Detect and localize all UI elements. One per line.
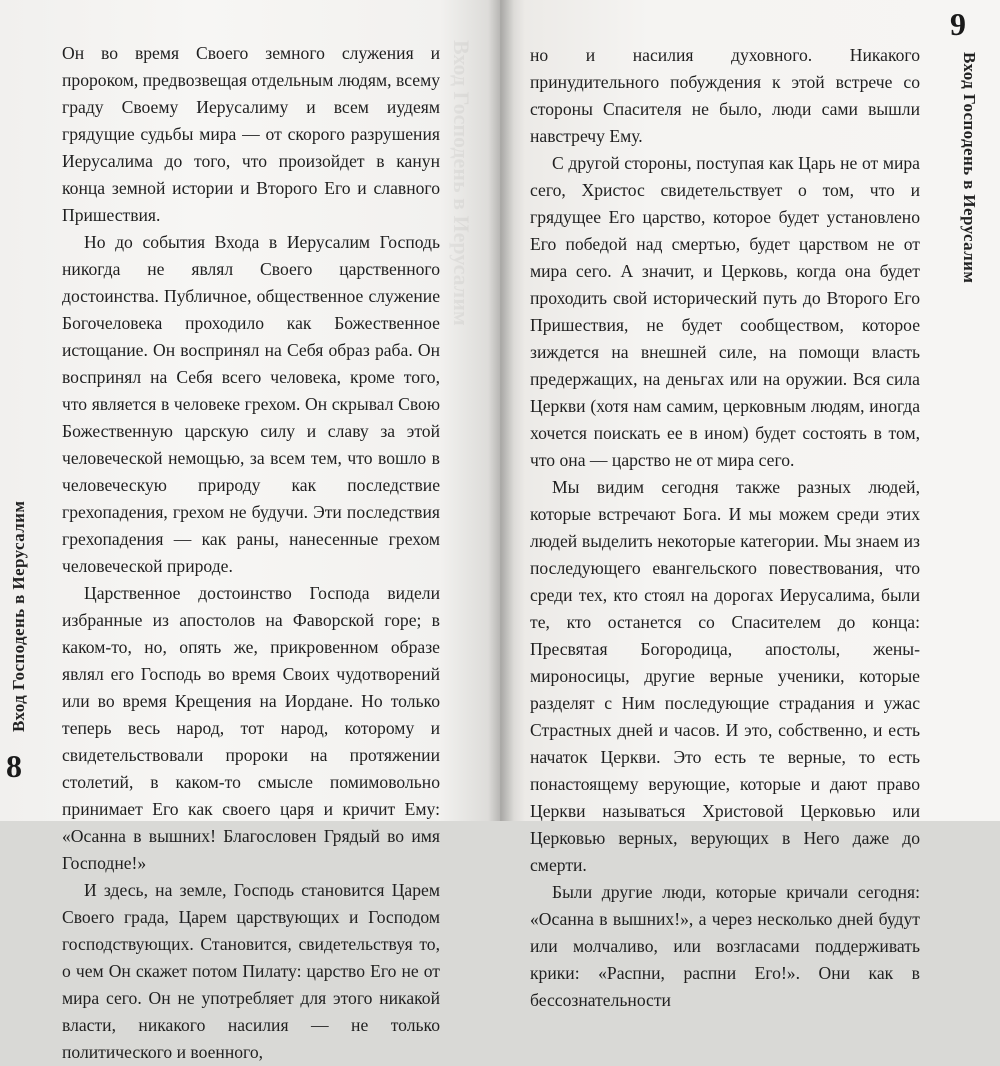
book-gutter	[488, 0, 514, 821]
paragraph: И здесь, на земле, Господь становится Царем Своего града, Царем царствующих и Господом господствующих. Становится, свидетельствуя то, о чем Он скажет потом Пилату: царство Его не от мира сего. Он не употребляет для этого никакой власти, никакого насилия — не только политического и военного,	[62, 880, 440, 1062]
running-head-left: Вход Господень в Иерусалим	[9, 500, 28, 732]
paragraph: Мы видим сегодня также разных людей, которые встречают Бога. И мы можем среди этих людей выделить некоторые категории. Мы знаем из последующего евангельского повествования, что среди тех, кто стоял на дорогах Иерусалима, были те, кто останется со Спасителем до конца: Пресвятая Богородица, апостолы, жены-мироносицы, другие верные ученики, которые разделят с Ним последующие страдания и ужас Страстных дней и часов. И это, собственно, и есть начаток Церкви. Это есть те верные, то есть понастоящему верующие, которые и дают право Церкви называться Христовой Церковью или Церковью верных, верующих в Него даже до смерти.	[530, 477, 920, 875]
page-number-left: 8	[6, 748, 22, 784]
running-head-right: Вход Господень в Иерусалим	[960, 52, 979, 284]
right-page	[500, 0, 1000, 1010]
bleed-through-text: Вход Господень в Иерусалим	[449, 40, 474, 326]
paragraph: Он во время Своего земного служения и пророком, предвозвещая отдельным людям, всему граду Своему Иерусалиму и всем иудеям грядущие судьбы мира — от скорого разрушения Иерусалима до того, что произойдет в канун конца земной истории и Второго Его и славного Пришествия.	[62, 43, 440, 225]
page-number-right: 9	[950, 6, 966, 42]
paragraph: но и насилия духовного. Никакого принудительного побуждения к этой встрече со стороны Спасителя не было, люди сами вышли навстречу Ему.	[530, 45, 920, 146]
left-page-text	[62, 40, 440, 1066]
paragraph: Были другие люди, которые кричали сегодня: «Осанна в вышних!», а через несколько дней будут или молчаливо, или возгласами поддерживать крики: «Распни, распни Его!». Они как в бессознательности	[530, 882, 920, 1010]
paragraph: С другой стороны, поступая как Царь не от мира сего, Христос свидетельствует о том, что и грядущее Его царство, которое будет установлено Его победой над смертью, будет царством не от мира сего. А значит, и Церковь, когда она будет проходить свой исторический путь до Второго Его Пришествия, не будет сообществом, которое зиждется на внешней силе, на помощи власть предержащих, на деньгах или на оружии. Вся сила Церкви (хотя нам самим, церковным людям, иногда хочется поискать ее в ином) будет состоять в том, что она — царство не от мира сего.	[530, 153, 920, 470]
paragraph: Царственное достоинство Господа видели избранные из апостолов на Фаворской горе; в каком-то, но, опять же, прикровенном образе являл его Господь во время Своих чудотворений или во время Крещения на Иордане. Но только теперь весь народ, тот народ, которому и свидетельствовали пророки на протяжении столетий, в каком-то смысле помимовольно принимает Его как своего царя и кричит Ему: «Осанна в вышних! Благословен Грядый во имя Господне!»	[62, 583, 440, 873]
right-page-text	[530, 42, 920, 1014]
paragraph: Но до события Входа в Иерусалим Господь никогда не являл Своего царственного достоинства. Публичное, общественное служение Богочеловека проходило как Божественное истощание. Он воспринял на Себя образ раба. Он воспринял на Себя всего человека, кроме того, что является в человеке грехом. Он скрывал Свою Божественную царскую силу и славу за этой человеческой немощью, за всем тем, что вошло в человеческую природу как последствие грехопадения, грехом не будучи. Эти последствия грехопадения — как раны, нанесенные грехом человеческой природе.	[62, 232, 440, 576]
left-page	[0, 0, 500, 1062]
